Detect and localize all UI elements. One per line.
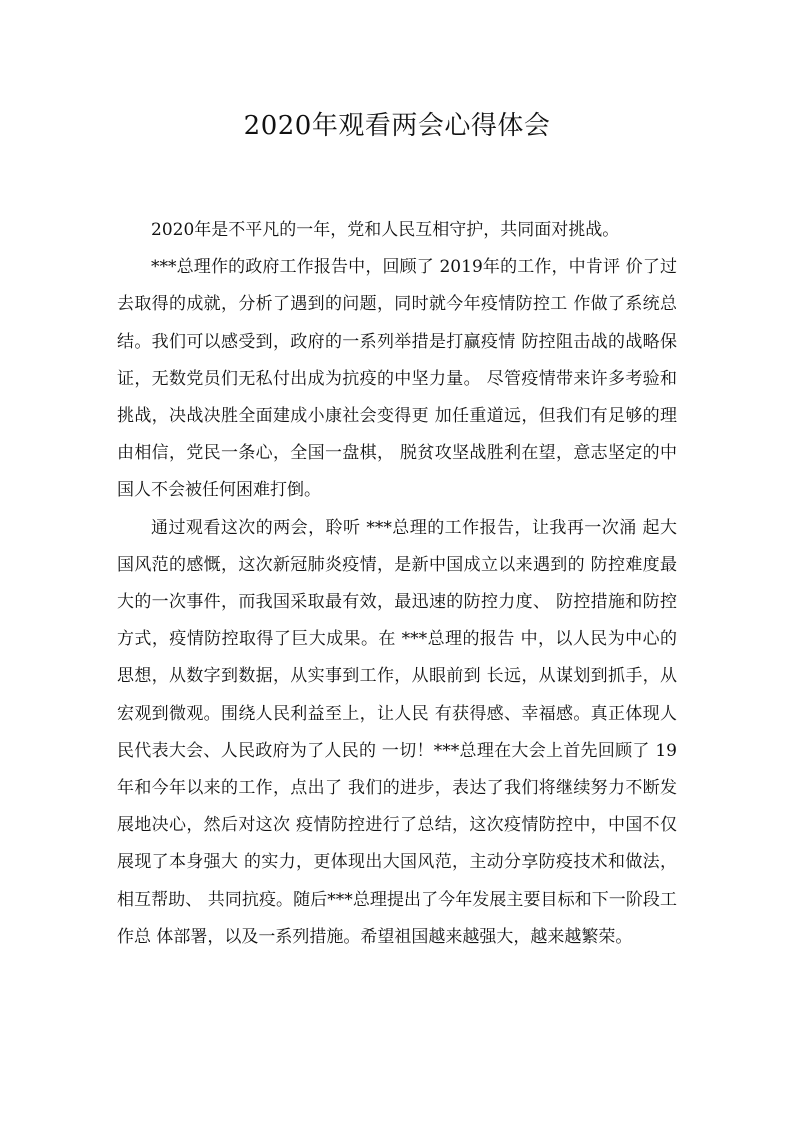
paragraph-2: ***总理作的政府工作报告中，回顾了 2019年的工作，中肯评 价了过去取得的成就，分析了遇到的问题，同时就今年疫情防控工 作做了系统总结。我们可以感受到，政府的一系列举措是打赢疫情 防控阻击战的战略保证，无数党员们无私付出成为抗疫的中坚力量。 尽管疫情带来许多考验和挑战，决战决胜全面建成小康社会变得更 加任重道远，但我们有足够的理由相信，党民一条心，全国一盘棋， 脱贫攻坚战胜利在望，意志坚定的中国人不会被任何困难打倒。 [117,257,677,501]
paragraph-1: 2020年是不平凡的一年，党和人民互相守护，共同面对挑战。 [151,220,620,240]
document-title: 2020年观看两会心得体会 [243,111,551,141]
document-body [117,212,677,956]
paragraph-3: 通过观看这次的两会，聆听 ***总理的工作报告，让我再一次涌 起大国风范的感慨，这次新冠肺炎疫情，是新中国成立以来遇到的 防控难度最大的一次事件，而我国采取最有效，最迅速的防控力度、 防控措施和防控方式，疫情防控取得了巨大成果。在 ***总理的报告 中，以人民为中心的思想，从数字到数据，从实事到工作，从眼前到 长远，从谋划到抓手，从宏观到微观。围绕人民利益至上，让人民 有获得感、幸福感。真正体现人民代表大会、人民政府为了人民的 一切！***总理在大会上首先回顾了 19年和今年以来的工作，点出了 我们的进步，表达了我们将继续努力不断发展地决心，然后对这次 疫情防控进行了总结，这次疫情防控中，中国不仅展现了本身强大 的实力，更体现出大国风范，主动分享防疫技术和做法，相互帮助、 共同抗疫。随后***总理提出了今年发展主要目标和下一阶段工作总 体部署，以及一系列措施。希望祖国越来越强大，越来越繁荣。 [117,517,677,947]
